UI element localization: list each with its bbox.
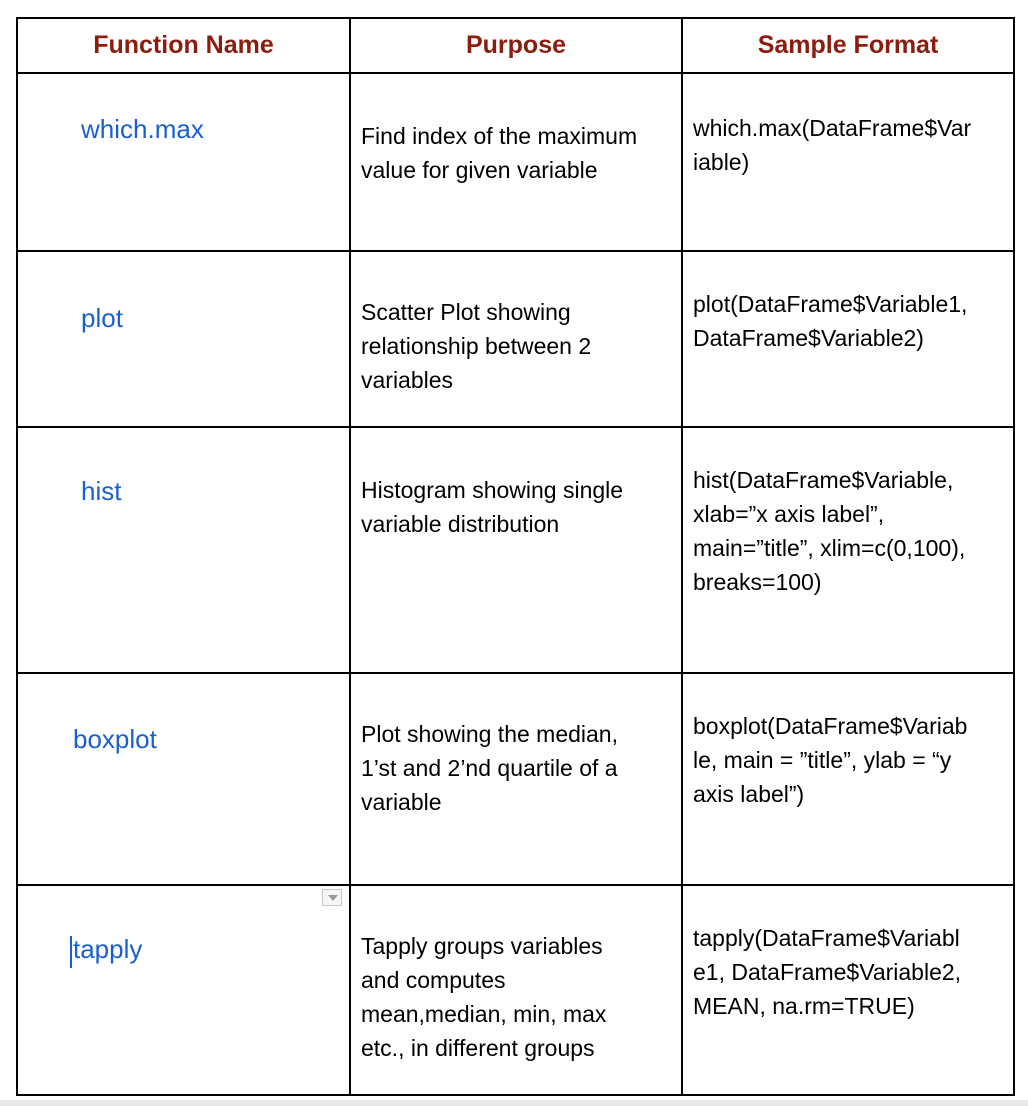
function-name-text: tapply: [73, 934, 143, 964]
function-name-cell[interactable]: [17, 251, 350, 427]
format-cell[interactable]: [682, 885, 1014, 1095]
format-text: boxplot(DataFrame$Variab le, main = ”title”, ylab = “y axis label”): [693, 713, 968, 807]
function-name: which.max: [81, 114, 204, 144]
function-name: hist: [81, 476, 122, 506]
function-name-cell[interactable]: [17, 427, 350, 673]
format-cell[interactable]: [682, 427, 1014, 673]
purpose-text: Histogram showing single variable distribution: [361, 477, 624, 537]
table-row: [17, 251, 1014, 427]
format-text: plot(DataFrame$Variable1, DataFrame$Variable2): [693, 291, 968, 351]
purpose-text: Find index of the maximum value for given variable: [361, 123, 638, 183]
format-text: hist(DataFrame$Variable, xlab=”x axis label”, main=”title”, xlim=c(0,100), breaks=100): [693, 467, 966, 595]
purpose-text: Scatter Plot showing relationship between 2 variables: [361, 299, 592, 393]
header-purpose: Purpose: [350, 18, 682, 73]
format-cell[interactable]: [682, 73, 1014, 251]
table-row: [17, 885, 1014, 1095]
functions-table: [16, 17, 1015, 1096]
function-name: boxplot: [73, 724, 157, 754]
format-text: which.max(DataFrame$Var iable): [693, 115, 972, 175]
purpose-cell[interactable]: [350, 427, 682, 673]
format-cell[interactable]: [682, 673, 1014, 885]
header-row: [17, 18, 1014, 73]
format-cell[interactable]: [682, 251, 1014, 427]
table-row: [17, 427, 1014, 673]
purpose-cell[interactable]: [350, 251, 682, 427]
format-text: tapply(DataFrame$Variabl e1, DataFrame$Variable2, MEAN, na.rm=TRUE): [693, 925, 962, 1019]
purpose-cell[interactable]: [350, 673, 682, 885]
header-function-name: Function Name: [17, 18, 350, 73]
function-name: [73, 934, 142, 965]
purpose-text: Plot showing the median, 1’st and 2’nd quartile of a variable: [361, 721, 618, 815]
header-sample-format: Sample Format: [682, 18, 1014, 73]
purpose-cell[interactable]: [350, 885, 682, 1095]
table-row: [17, 73, 1014, 251]
function-name-cell[interactable]: [17, 73, 350, 251]
purpose-cell[interactable]: [350, 73, 682, 251]
table-row: [17, 673, 1014, 885]
purpose-text: Tapply groups variables and computes mean,median, min, max etc., in different groups: [361, 933, 607, 1061]
bottom-scroll-area: [0, 1100, 1028, 1106]
function-name: plot: [81, 303, 123, 333]
function-name-cell[interactable]: [17, 885, 350, 1095]
chevron-down-icon[interactable]: [322, 889, 342, 906]
function-name-cell[interactable]: [17, 673, 350, 885]
text-cursor: [70, 936, 72, 968]
